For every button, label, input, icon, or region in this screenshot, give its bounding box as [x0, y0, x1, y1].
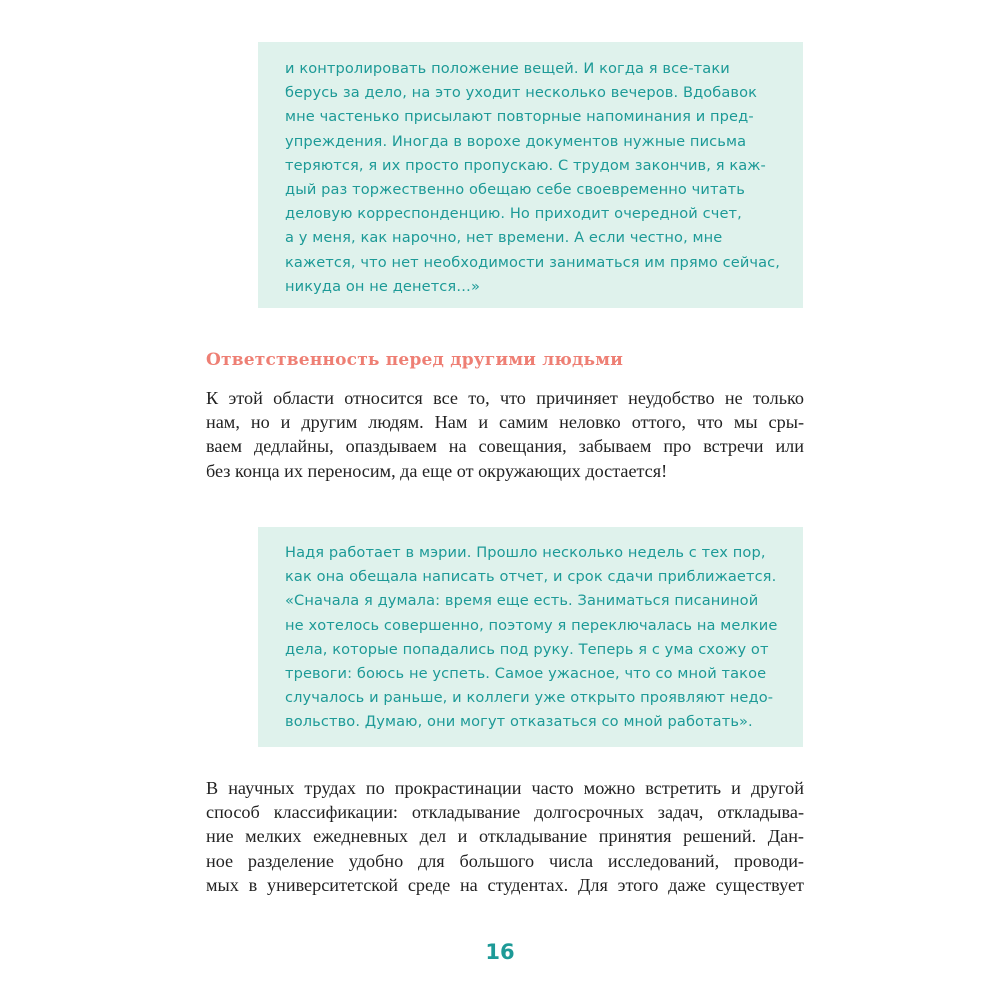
paragraph-line: мых в университетской среде на студентах. Для этого даже существует — [206, 874, 804, 895]
quote-line: вольство. Думаю, они могут отказаться со мной работать». — [285, 713, 753, 731]
quote-line: никуда он не денется…» — [285, 277, 481, 295]
page-number: 16 — [485, 940, 515, 964]
quote-line: кажется, что нет необходимости заниматься им прямо сейчас, — [285, 253, 781, 271]
section-heading: Ответственность перед другими людьми — [206, 350, 624, 370]
quote-text — [285, 527, 803, 735]
quote-line: а у меня, как нарочно, нет времени. А если честно, мне — [285, 229, 723, 247]
quote-line: дела, которые попадались под руку. Теперь я с ума схожу от — [285, 640, 769, 658]
quote-line: упреждения. Иногда в ворохе документов нужные письма — [285, 132, 747, 150]
body-paragraph — [206, 776, 804, 897]
paragraph-line: ние мелких ежедневных дел и откладывание принятия решений. Дан- — [206, 826, 804, 847]
paragraph-line: нам, но и другим людям. Нам и самим неловко оттого, что мы сры- — [206, 412, 804, 433]
quote-line: берусь за дело, на это уходит несколько вечеров. Вдобавок — [285, 84, 758, 102]
quote-line: и контролировать положение вещей. И когда я все-таки — [285, 60, 730, 77]
paragraph-line: К этой области относится все то, что причиняет неудобство не только — [206, 388, 804, 408]
paragraph-line: способ классификации: откладывание долгосрочных задач, откладыва- — [206, 802, 804, 823]
paragraph-line: В научных трудах по прокрастинации часто можно встретить и другой — [206, 778, 804, 798]
body-paragraph — [206, 386, 804, 483]
paragraph-line: ное разделение удобно для большого числа исследований, проводи- — [206, 850, 804, 871]
paragraph-line: без конца их переносим, да еще от окружающих достается! — [206, 460, 668, 481]
quote-text — [285, 42, 803, 299]
quote-line: как она обещала написать отчет, и срок сдачи приближается. — [285, 568, 777, 586]
quote-box-bottom — [258, 527, 803, 747]
quote-line: Надя работает в мэрии. Прошло несколько недель с тех пор, — [285, 544, 766, 561]
quote-line: теряются, я их просто пропускаю. С трудом закончив, я каж- — [285, 156, 766, 174]
paragraph-line: ваем дедлайны, опаздываем на совещания, забываем про встречи или — [206, 436, 804, 457]
quote-line: случалось и раньше, и коллеги уже открыто проявляют недо- — [285, 689, 774, 707]
quote-line: тревоги: боюсь не успеть. Самое ужасное, что со мной такое — [285, 665, 767, 683]
quote-box-top — [258, 42, 803, 308]
quote-line: не хотелось совершенно, поэтому я переключалась на мелкие — [285, 616, 778, 634]
quote-line: деловую корреспонденцию. Но приходит очередной счет, — [285, 205, 742, 223]
quote-line: «Сначала я думала: время еще есть. Заниматься писаниной — [285, 592, 759, 610]
quote-line: дый раз торжественно обещаю себе своевременно читать — [285, 181, 745, 199]
quote-line: мне частенько присылают повторные напоминания и пред- — [285, 108, 754, 126]
